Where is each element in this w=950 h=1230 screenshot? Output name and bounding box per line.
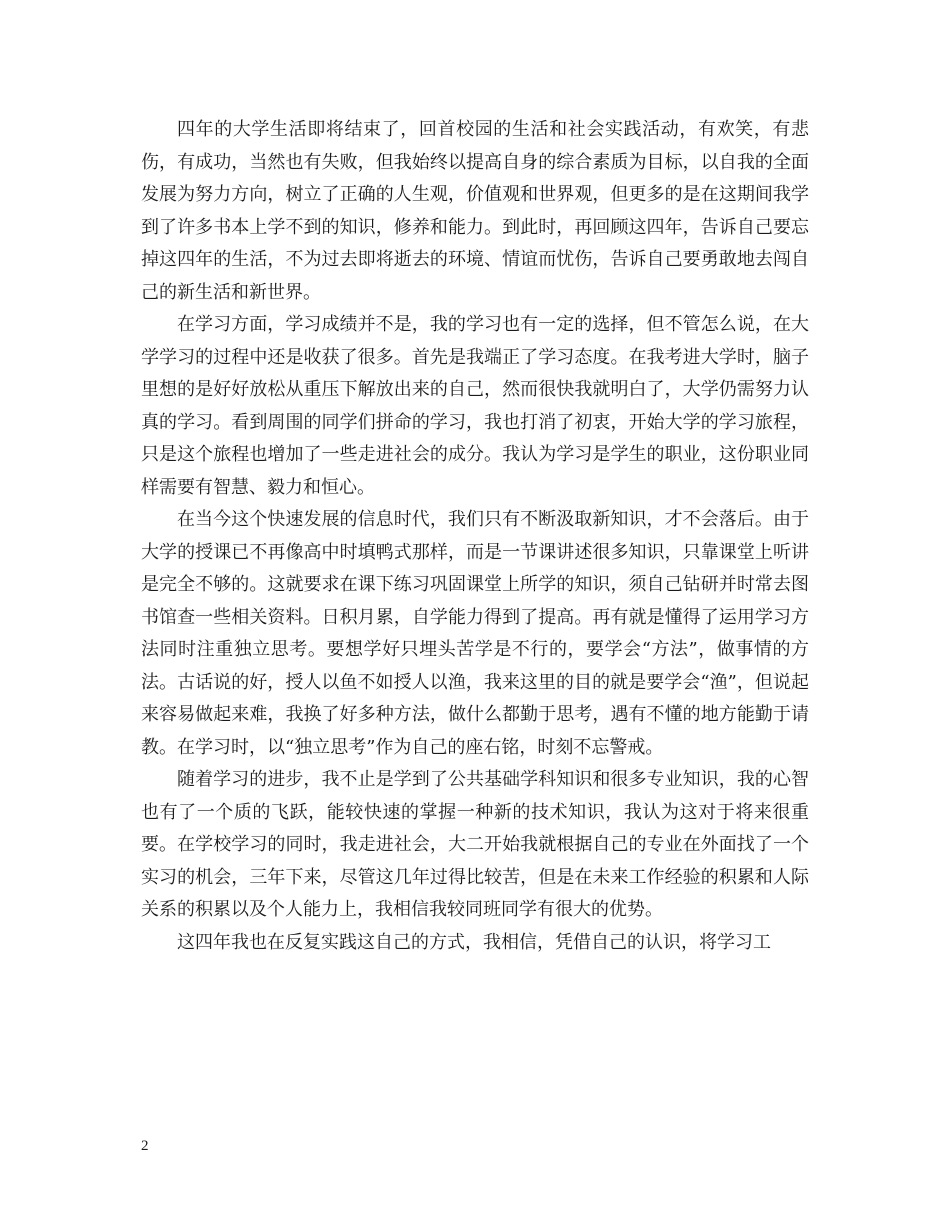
paragraph-5: 这四年我也在反复实践这自己的方式，我相信，凭借自己的认识，将学习工 — [177, 931, 771, 953]
paragraph-4: 随着学习的进步，我不止是学到了公共基础学科知识和很多专业知识，我的心智也有了一个质的飞跃，能较快速的掌握一种新的技术知识，我认为这对于将来很重要。在学校学习的同时，我走进社会，大二开始我就根据自己的专业在外面找了一个实习的机会，三年下来，尽管这几年过得比较苦，但是在未来工作经验的积累和人际关系的积累以及个人能力上，我相信我较同班同学有很大的优势。 — [141, 769, 809, 920]
paragraph-3: 在当今这个快速发展的信息时代，我们只有不断汲取新知识，才不会落后。由于大学的授课已不再像高中时填鸭式那样，而是一节课讲述很多知识，只靠课堂上听讲是完全不够的。这就要求在课下练习巩固课堂上所学的知识，须自己钻研并时常去图书馆查一些相关资料。日积月累，自学能力得到了提高。再有就是懂得了运用学习方法同时注重独立思考。要想学好只埋头苦学是不行的，要学会“方法”，做事情的方法。古话说的好，授人以鱼不如授人以渔，我来这里的目的就是要学会“渔”，但说起来容易做起来难，我换了好多种方法，做什么都勤于思考，遇有不懂的地方能勤于请教。在学习时，以“独立思考”作为自己的座右铭，时刻不忘警戒。 — [141, 509, 809, 758]
page-number: 2 — [141, 1138, 149, 1154]
document-body — [141, 114, 809, 959]
paragraph-2: 在学习方面，学习成绩并不是，我的学习也有一定的选择，但不管怎么说，在大学学习的过程中还是收获了很多。首先是我端正了学习态度。在我考进大学时，脑子里想的是好好放松从重压下解放出来的自己，然而很快我就明白了，大学仍需努力认真的学习。看到周围的同学们拼命的学习，我也打消了初衷，开始大学的学习旅程，只是这个旅程也增加了一些走进社会的成分。我认为学习是学生的职业，这份职业同样需要有智慧、毅力和恒心。 — [141, 314, 809, 498]
paragraph-1: 四年的大学生活即将结束了，回首校园的生活和社会实践活动，有欢笑，有悲伤，有成功，当然也有失败，但我始终以提高自身的综合素质为目标，以自我的全面发展为努力方向，树立了正确的人生观，价值观和世界观，但更多的是在这期间我学到了许多书本上学不到的知识，修养和能力。到此时，再回顾这四年，告诉自己要忘掉这四年的生活，不为过去即将逝去的环境、情谊而忧伤，告诉自己要勇敢地去闯自己的新生活和新世界。 — [141, 119, 809, 303]
